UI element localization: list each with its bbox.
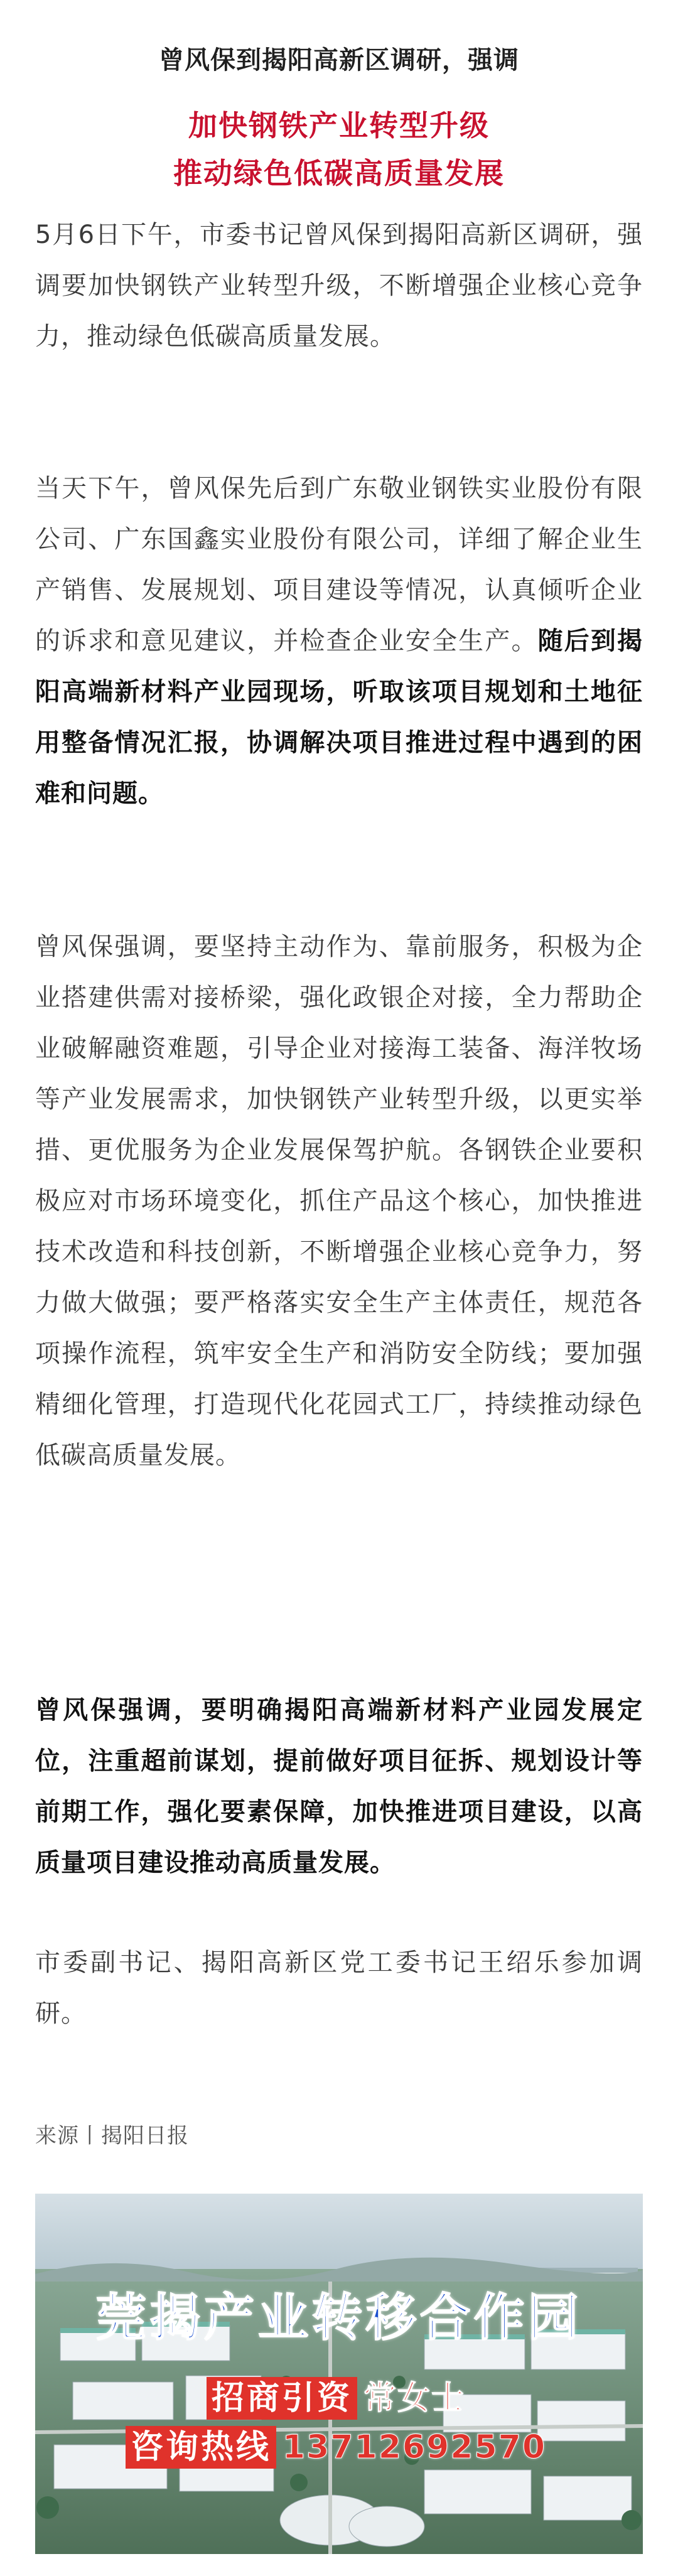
hotline-number[interactable]: 13712692570 xyxy=(282,2428,546,2466)
contact-name: 常女士 xyxy=(363,2379,466,2417)
banner-investment-row xyxy=(35,2377,643,2420)
paragraph-5: 市委副书记、揭阳高新区党工委书记王绍乐参加调研。 xyxy=(35,1948,643,2028)
investment-tag: 招商引资 xyxy=(207,2377,357,2420)
hotline-tag: 咨询热线 xyxy=(126,2426,276,2469)
article-headline-line1: 加快钢铁产业转型升级 xyxy=(188,109,490,143)
source-credit: 来源丨揭阳日报 xyxy=(35,2123,189,2148)
paragraph-4: 曾风保强调，要明确揭阳高端新材料产业园发展定位，注重超前谋划，提前做好项目征拆、规划设计等前期工作，强化要素保障，加快推进项目建设，以高质量项目建设推动高质量发展。 xyxy=(35,1696,643,1877)
banner-title: 莞揭产业转移合作园 xyxy=(96,2288,582,2347)
banner-hotline-row xyxy=(35,2426,643,2469)
paragraph-2-normal: 当天下午，曾风保先后到广东敬业钢铁实业股份有限公司、广东国鑫实业股份有限公司，详细了解企业生产销售、发展规划、项目建设等情况，认真倾听企业的诉求和意见建议，并检查企业安全生产。 xyxy=(35,474,643,655)
paragraph-2 xyxy=(35,463,643,819)
article-kicker: 曾风保到揭阳高新区调研，强调 xyxy=(159,46,519,75)
paragraph-3: 曾风保强调，要坚持主动作为、靠前服务，积极为企业搭建供需对接桥梁，强化政银企对接，全力帮助企业破解融资难题，引导企业对接海工装备、海洋牧场等产业发展需求，加快钢铁产业转型升级，以更实举措、更优服务为企业发展保驾护航。各钢铁企业要积极应对市场环境变化，抓住产品这个核心，加快推进技术改造和科技创新，不断增强企业核心竞争力，努力做大做强；要严格落实安全生产主体责任，规范各项操作流程，筑牢安全生产和消防安全防线；要加强精细化管理，打造现代化花园式工厂，持续推动绿色低碳高质量发展。 xyxy=(35,932,643,1470)
industrial-park-illustration xyxy=(35,2194,643,2554)
paragraph-2-bold: 随后到揭阳高端新材料产业园现场，听取该项目规划和土地征用整备情况汇报，协调解决项目推进过程中遇到的困难和问题。 xyxy=(35,627,643,808)
promo-banner[interactable] xyxy=(35,2194,643,2554)
paragraph-1: 5月6日下午，市委书记曾风保到揭阳高新区调研，强调要加快钢铁产业转型升级，不断增强企业核心竞争力，推动绿色低碳高质量发展。 xyxy=(35,220,643,351)
article-headline-line2: 推动绿色低碳高质量发展 xyxy=(173,156,505,190)
